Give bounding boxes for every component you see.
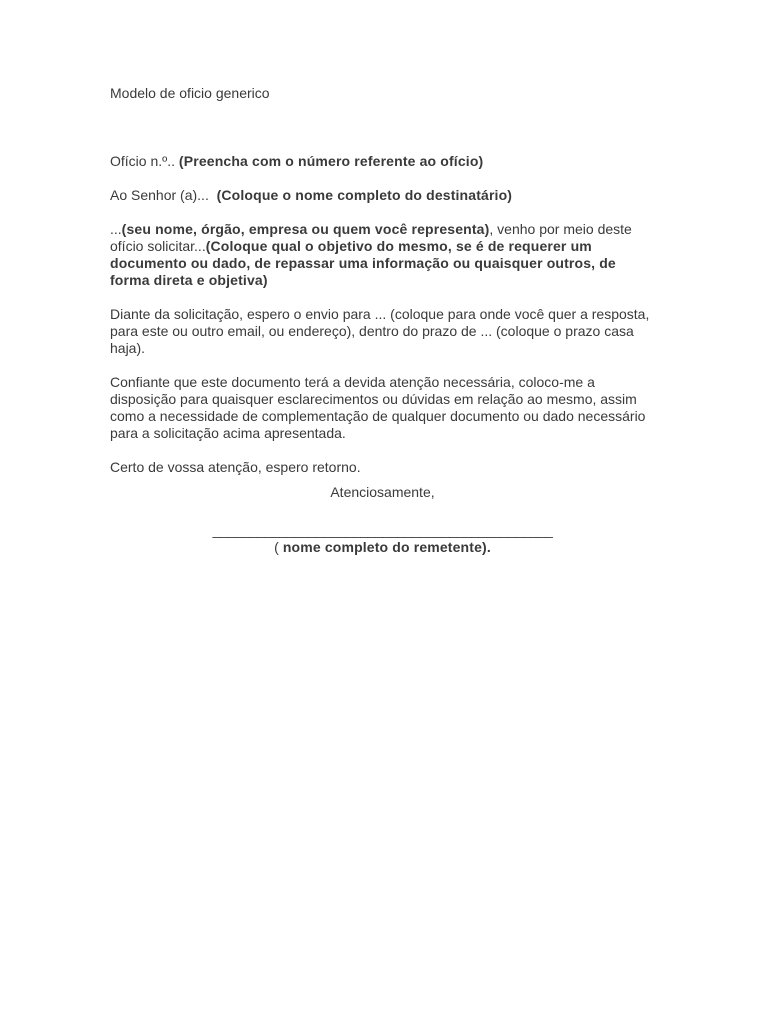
oficio-instruction: (Preencha com o número referente ao ofício) <box>178 153 484 169</box>
request-lead: ... <box>110 221 122 237</box>
objective-instruction: (Coloque qual o objetivo do mesmo, se é de requerer um documento ou dado, de repassar uma informação ou quaisquer outros, de forma direta e objetiva) <box>110 238 616 288</box>
oficio-number-line <box>110 153 655 170</box>
request-text: , venho por meio deste ofício solicitar... <box>110 221 632 254</box>
recipient-instruction: (Coloque o nome completo do destinatário) <box>216 187 513 203</box>
closing-line: Certo de vossa atenção, espero retorno. <box>110 459 361 475</box>
signature-label: nome completo do remetente). <box>278 539 491 555</box>
signature-caption <box>110 539 655 556</box>
valediction: Atenciosamente, <box>330 484 435 500</box>
signature-open-paren: ( <box>274 539 279 555</box>
recipient-label: Ao Senhor (a)... <box>110 187 209 203</box>
document-body <box>110 85 655 556</box>
response-paragraph: Diante da solicitação, espero o envio para ... (coloque para onde você quer a resposta, para este ou outro email, ou endereço), dentro do prazo de ... (coloque o prazo casa haja). <box>110 306 650 356</box>
signature-line: ______________________________________________ <box>212 522 553 538</box>
request-paragraph <box>110 221 655 289</box>
oficio-label: Ofício n.º.. <box>110 153 176 169</box>
document-title: Modelo de oficio generico <box>110 85 270 101</box>
confidence-paragraph: Confiante que este documento terá a devida atenção necessária, coloco-me a disposição para quaisquer esclarecimentos ou dúvidas em relação ao mesmo, assim como a necessidade de complementação de qualquer documento ou dado necessário para a solicitação acima apresentada. <box>110 374 646 441</box>
recipient-line <box>110 187 655 204</box>
requester-instruction: (seu nome, órgão, empresa ou quem você representa) <box>121 221 490 237</box>
